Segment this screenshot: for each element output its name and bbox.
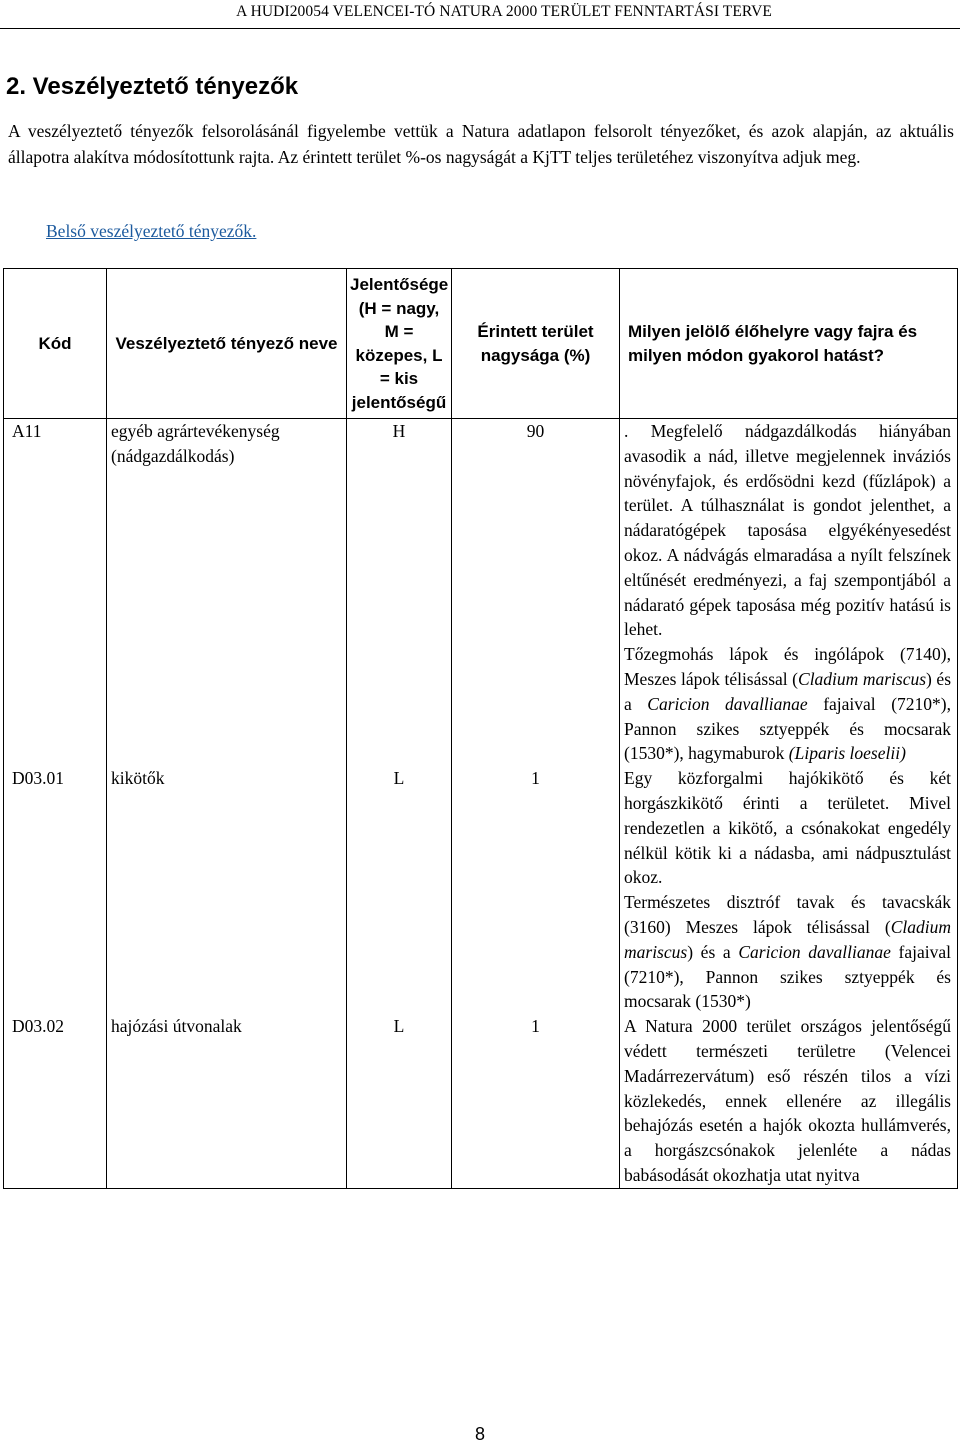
header-significance: Jelentősége (H = nagy, M = közepes, L = kis jelentőségű bbox=[347, 269, 452, 419]
species-name: Cladium mariscus bbox=[624, 916, 951, 962]
row-impact bbox=[620, 419, 958, 767]
table-row bbox=[4, 1014, 958, 1188]
row-kod: A11 bbox=[4, 419, 107, 767]
intro-paragraph: A veszélyeztető tényezők felsorolásánál figyelembe vettük a Natura adatlapon felsorolt tényezőket, és azok alapján, az aktuális állapotra alakítva módosítottunk rajta. Az érintett terület %-os nagyságát a KjTT teljes területéhez viszonyítva adjuk meg. bbox=[8, 121, 954, 167]
row-area: 90 bbox=[452, 419, 620, 767]
row-significance: H bbox=[347, 419, 452, 767]
impact-paragraph: . Megfelelő nádgazdálkodás hiányában avasodik a nád, illetve megjelennek inváziós növényfajok, és erdősödni kezd (fűzlápok) a terület. A túlhasználat is gondot jelenthet, a nádaratógépek taposása elgyékényesedést okoz. A nádvágás elmaradása a nyílt felszínek eltűnését eredményezi, a faj szempontjából a nádarató gépek taposása még pozitív hatású is lehet. bbox=[624, 421, 951, 640]
row-threat-name: kikötők bbox=[107, 766, 347, 1014]
header-affected-area: Érintett terület nagysága (%) bbox=[452, 269, 620, 419]
row-significance: L bbox=[347, 1014, 452, 1188]
threat-table bbox=[3, 268, 958, 1189]
impact-paragraph: Egy közforgalmi hajókikötő és két horgászkikötő érinti a területet. Mivel rendezetlen a kikötő, a csónakokat engedély nélkül kötik ki a nádasba, ami nádpusztulást okoz. bbox=[624, 768, 951, 888]
row-impact bbox=[620, 1014, 958, 1188]
species-name: Caricion davallianae bbox=[738, 941, 891, 962]
impact-text: Tőzegmohás lápok és ingólápok (7140), Meszes lápok télisással ( bbox=[624, 644, 951, 689]
table-row bbox=[4, 766, 958, 1014]
row-impact bbox=[620, 766, 958, 1014]
header-kod: Kód bbox=[4, 269, 107, 419]
subheading-internal-threats: Belső veszélyeztető tényezők. bbox=[46, 221, 257, 241]
row-significance: L bbox=[347, 766, 452, 1014]
row-kod: D03.02 bbox=[4, 1014, 107, 1188]
row-area: 1 bbox=[452, 1014, 620, 1188]
impact-text: ) és a bbox=[624, 668, 951, 714]
impact-habitats bbox=[624, 642, 951, 766]
table-header-row bbox=[4, 269, 958, 419]
impact-text: fajaival (7210*), Pannon szikes sztyeppék és mocsarak (1530*) bbox=[624, 941, 951, 1012]
header-threat-name: Veszélyeztető tényező neve bbox=[107, 269, 347, 419]
impact-text: fajaival (7210*), Pannon szikes sztyeppék és mocsarak (1530*), hagymaburok bbox=[624, 693, 951, 764]
table-row bbox=[4, 419, 958, 767]
species-name: (Liparis loeselii) bbox=[788, 743, 906, 764]
species-name: Caricion davallianae bbox=[647, 693, 808, 714]
impact-text: Természetes disztróf tavak és tavacskák (3160) Meszes lápok télisással ( bbox=[624, 892, 951, 937]
running-header: A HUDI20054 VELENCEI-TÓ NATURA 2000 TERÜLET FENNTARTÁSI TERVE bbox=[236, 3, 772, 20]
section-title: 2. Veszélyeztető tényezők bbox=[6, 73, 299, 100]
impact-paragraph: A Natura 2000 terület országos jelentőségű védett természeti területre (Velencei Madárrezervátum) eső részén tilos a vízi közlekedés, ennek ellenére az illegális behajózás esetén a hajók okozta hullámverés, a horgászcsónakok jelenléte a nádas babásodását okozhatja utat nyitva bbox=[624, 1016, 951, 1185]
row-kod: D03.01 bbox=[4, 766, 107, 1014]
species-name: Cladium mariscus bbox=[798, 668, 927, 689]
header-impact: Milyen jelölő élőhelyre vagy fajra és milyen módon gyakorol hatást? bbox=[620, 269, 958, 419]
header-rule bbox=[0, 28, 960, 29]
row-area: 1 bbox=[452, 766, 620, 1014]
impact-habitats bbox=[624, 890, 951, 1014]
page-number: 8 bbox=[474, 1424, 485, 1444]
row-threat-name: hajózási útvonalak bbox=[107, 1014, 347, 1188]
impact-text: ) és a bbox=[687, 941, 739, 962]
row-threat-name: egyéb agrártevékenység (nádgazdálkodás) bbox=[107, 419, 347, 767]
